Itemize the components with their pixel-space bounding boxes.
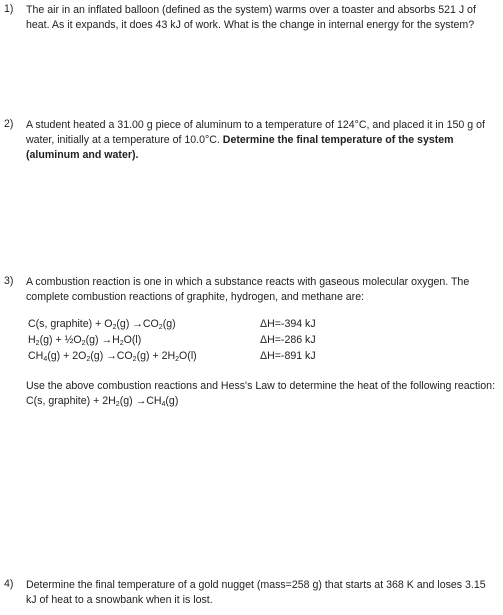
reaction-hydrogen-equation: $H_2(g)$ + $\frac{1}{2}O_2(g) \to H_2O(l)$ — [28, 334, 142, 347]
reaction-hydrogen — [26, 333, 497, 349]
reaction-graphite-enthalpy: ΔH=-394 kJ — [260, 318, 316, 330]
question-1-text: The air in an inflated balloon (defined as the system) warms over a toaster and absorbs 521 J of heat. As it expands, it does 43 kJ of work. What is the change in internal energy for the system? — [26, 4, 476, 31]
question-2-task: Determine the final temperature of the system (aluminum and water). — [26, 134, 454, 161]
question-4-text: Determine the final temperature of a gold nugget (mass=258 g) that starts at 368 K and loses 3.15 kJ of heat to a snowbank when it is lost. — [26, 579, 486, 606]
question-2-text — [26, 118, 497, 163]
question-1-number: 1) — [4, 3, 14, 15]
question-1 — [4, 3, 497, 33]
question-2-setup: A student heated a 31.00 g piece of aluminum to a temperature of 124°C, and placed it in 150 g of water, initially at a temperature of 10.0°C. — [26, 119, 485, 146]
question-3-hess-text: Use the above combustion reactions and Hess's Law to determine the heat of the following reaction: — [26, 380, 496, 392]
question-4-number: 4) — [4, 578, 14, 590]
reaction-methane-enthalpy: ΔH=-891 kJ — [260, 350, 316, 362]
question-2 — [4, 118, 497, 163]
question-3 — [4, 275, 497, 409]
reaction-graphite-equation: C(s, graphite) + $O_2(g) \to CO_2(g)$ — [28, 318, 176, 331]
question-4 — [4, 578, 497, 608]
question-3-intro: A combustion reaction is one in which a substance reacts with gaseous molecular oxygen. The complete combustion reactions of graphite, hydrogen, and methane are: — [26, 276, 470, 303]
reaction-methane-equation: $CH_4(g) + 2O_2(g) \to CO_2(g) + 2H_2O(l)$ — [28, 350, 197, 363]
reaction-hydrogen-enthalpy: ΔH=-286 kJ — [260, 334, 316, 346]
question-2-number: 2) — [4, 118, 14, 130]
reaction-graphite — [26, 317, 497, 333]
target-reaction: C(s, graphite) + $2H_2(g) \to CH_4(g)$ — [26, 395, 179, 408]
question-3-number: 3) — [4, 275, 14, 287]
reaction-methane — [26, 349, 497, 365]
